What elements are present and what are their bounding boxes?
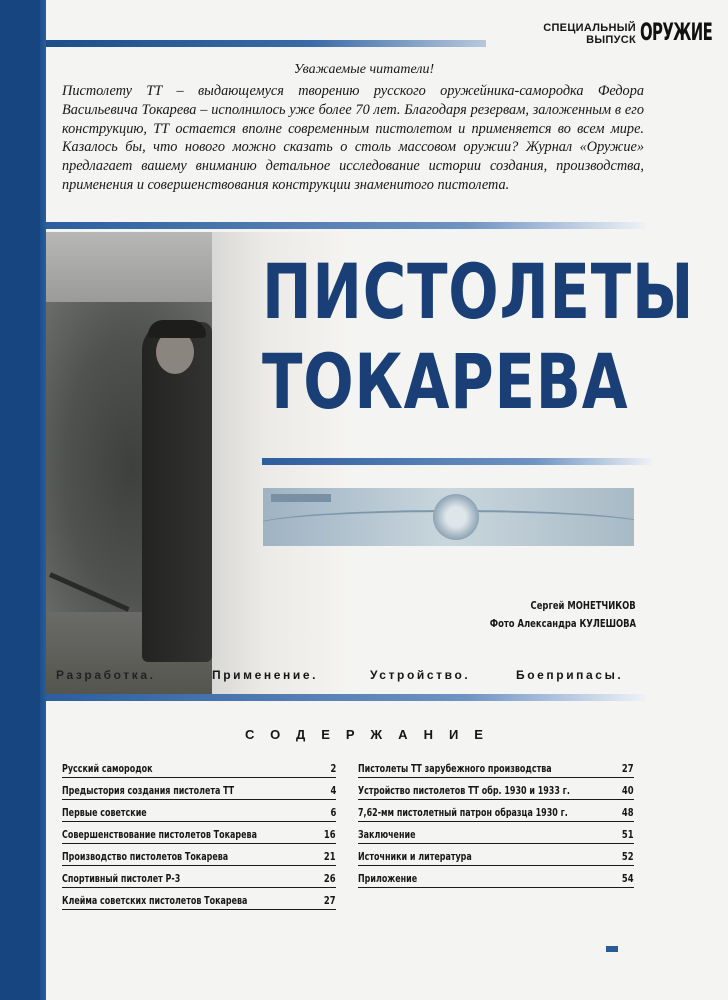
toc-entry-page: 26 <box>324 873 336 885</box>
oruzhie-logo: ОРУЖИЕ <box>640 18 713 46</box>
toc-entry-page: 54 <box>622 873 634 885</box>
photo-credit: Фото Александра КУЛЕШОВА <box>489 617 636 630</box>
toc-row <box>62 844 336 866</box>
toc-entry-label: Заключение <box>358 829 416 841</box>
toc-entry-label: 7,62-мм пистолетный патрон образца 1930 г. <box>358 807 568 819</box>
top-rule <box>46 40 486 47</box>
toc-entry-label: Первые советские <box>62 807 147 819</box>
toc-row <box>358 822 634 844</box>
toc-left-column <box>62 756 336 910</box>
toc-entry-page: 27 <box>324 895 336 907</box>
toc-entry-label: Клейма советских пистолетов Токарева <box>62 895 248 907</box>
toc-entry-page: 2 <box>330 763 336 775</box>
toc-entry-label: Совершенствование пистолетов Токарева <box>62 829 257 841</box>
toc-entry-page: 4 <box>330 785 336 797</box>
toc-row <box>62 778 336 800</box>
tag-design: Устройство. <box>370 668 471 682</box>
toc-row <box>62 756 336 778</box>
masthead <box>543 22 636 46</box>
engraving-banner <box>263 488 634 546</box>
toc-entry-label: Предыстория создания пистолета ТТ <box>62 785 235 797</box>
medal-icon <box>433 494 479 540</box>
page-title-line1: ПИСТОЛЕТЫ <box>262 247 695 336</box>
toc-entry-page: 40 <box>622 785 634 797</box>
author-credit: Сергей МОНЕТЧИКОВ <box>530 599 636 612</box>
toc-entry-page: 21 <box>324 851 336 863</box>
toc-row <box>62 888 336 910</box>
toc-row <box>62 822 336 844</box>
intro-rule <box>46 222 646 229</box>
toc-entry-page: 52 <box>622 851 634 863</box>
toc-entry-label: Русский самородок <box>62 763 153 775</box>
toc-entry-label: Приложение <box>358 873 418 885</box>
toc-entry-page: 27 <box>622 763 634 775</box>
toc-heading: СОДЕРЖАНИЕ <box>245 727 499 742</box>
toc-row <box>358 800 634 822</box>
toc-entry-page: 16 <box>324 829 336 841</box>
toc-entry-label: Источники и литература <box>358 851 472 863</box>
toc-entry-label: Производство пистолетов Токарева <box>62 851 229 863</box>
topic-tags <box>56 668 636 684</box>
toc-row <box>358 756 634 778</box>
tag-development: Разработка. <box>56 668 156 682</box>
toc-entry-page: 48 <box>622 807 634 819</box>
tag-usage: Применение. <box>212 668 319 682</box>
toc-row <box>62 866 336 888</box>
toc-entry-page: 6 <box>330 807 336 819</box>
masthead-line1: СПЕЦИАЛЬНЫЙ <box>543 22 636 34</box>
toc-entry-label: Устройство пистолетов ТТ обр. 1930 и 1933 г. <box>358 785 570 797</box>
masthead-line2: ВЫПУСК <box>586 34 636 46</box>
corner-mark <box>606 946 618 952</box>
title-rule <box>262 458 652 465</box>
toc-row <box>62 800 336 822</box>
blue-spine <box>0 0 46 1000</box>
page-title-line2: ТОКАРЕВА <box>262 337 629 426</box>
toc-right-column <box>358 756 634 888</box>
toc-row <box>358 844 634 866</box>
intro-text: Пистолету ТТ – выдающемуся творению русского оружейника-самородка Федора Васильевича Токарева – исполнилось уже более 70 лет. Благодаря резервам, заложенным в его конструкцию, ТТ остается вполне современным пистолетом и применяется во всем мире. Казалось бы, что нового можно сказать о столь массовом оружии? Журнал «Оружие» предлагает вашему вниманию детальное исследование истории создания, производства, применения и совершенствования конструкции знаменитого пистолета. <box>62 83 644 193</box>
toc-row <box>358 778 634 800</box>
tag-ammunition: Боеприпасы. <box>516 668 624 682</box>
toc-entry-label: Спортивный пистолет Р-3 <box>62 873 181 885</box>
toc-rule <box>46 694 646 701</box>
intro-heading: Уважаемые читатели! <box>293 62 435 77</box>
toc-row <box>358 866 634 888</box>
toc-entry-page: 51 <box>622 829 634 841</box>
toc-entry-label: Пистолеты ТТ зарубежного производства <box>358 763 552 775</box>
